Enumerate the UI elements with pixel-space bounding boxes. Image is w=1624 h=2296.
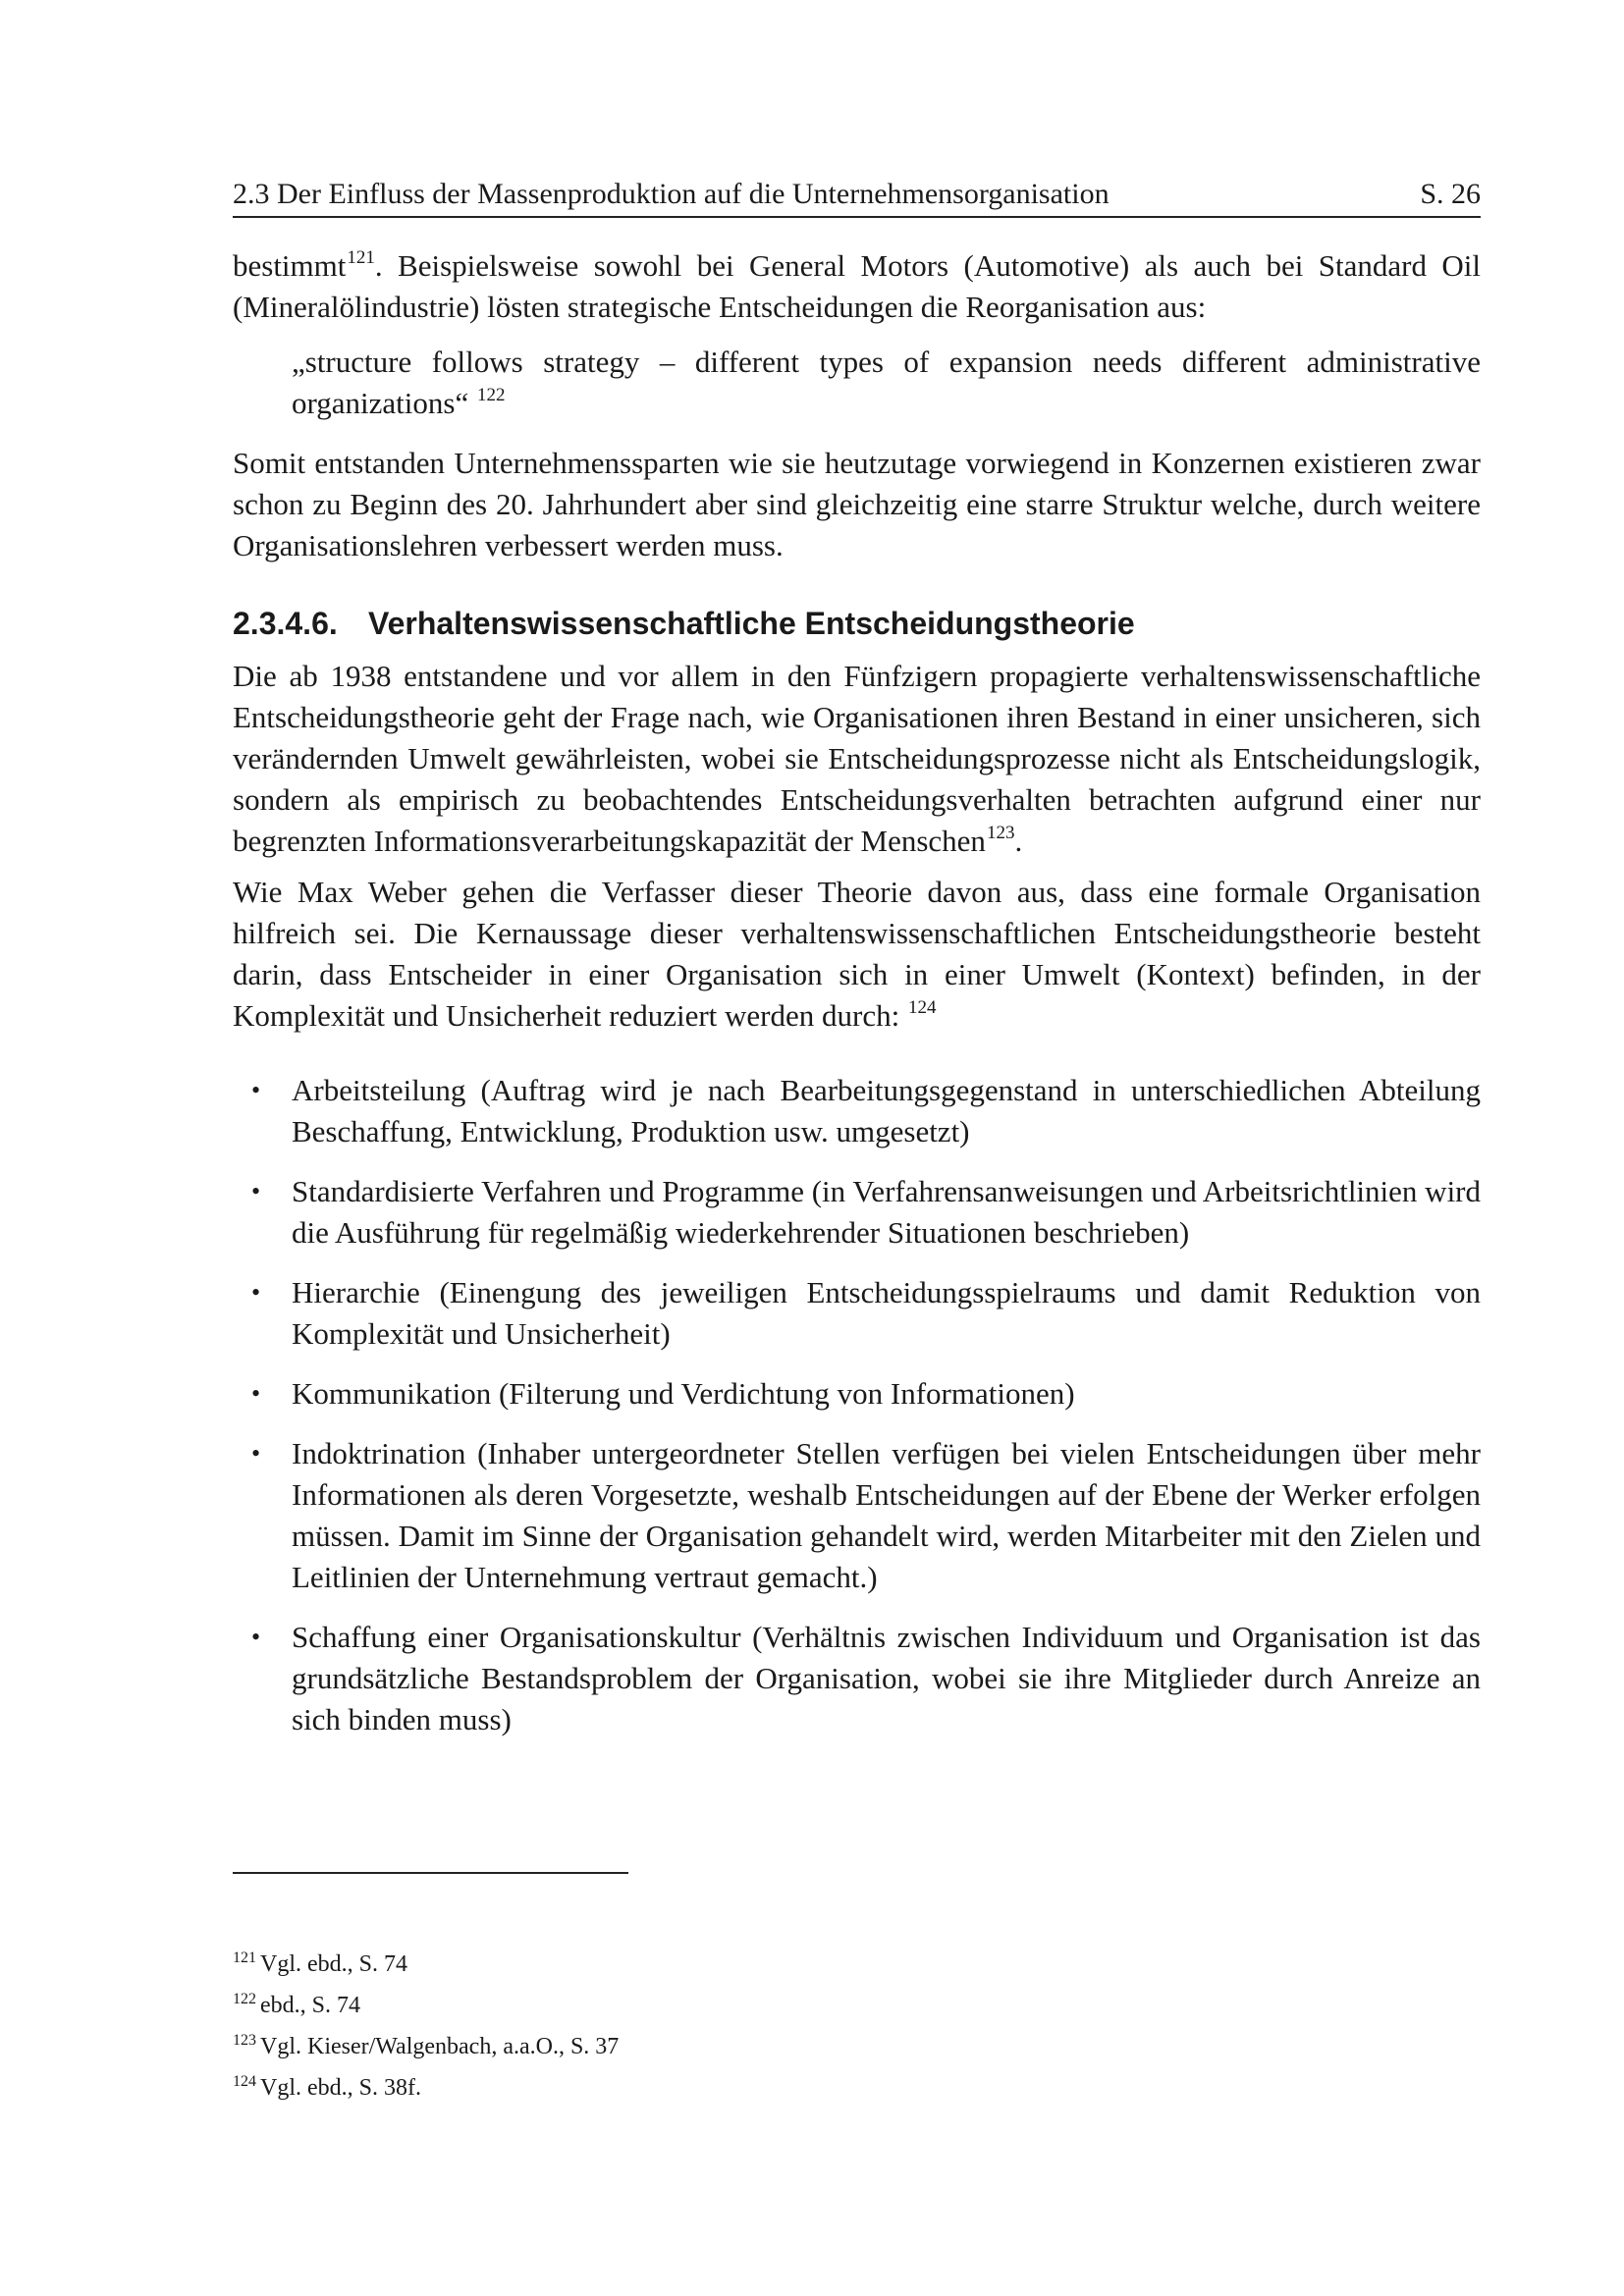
paragraph-unternehmenssparten: Somit entstanden Unternehmenssparten wie sie heutzutage vorwiegend in Konzernen existieren zwar schon zu Beginn des 20. Jahrhundert aber sind gleichzeitig eine starre Struktur welche, durch weitere Organisationslehren verbessert werden muss. — [233, 446, 1481, 562]
document-page — [233, 0, 1481, 2296]
list-item-text: Hierarchie (Einengung des jeweiligen Entscheidungsspielraums und damit Reduktion von Komplexität und Unsicherheit) — [292, 1275, 1481, 1351]
footnote-separator — [233, 1872, 628, 1874]
header-chapter-title: 2.3 Der Einfluss der Massenproduktion auf die Unternehmensorganisation — [233, 178, 1110, 210]
paragraph-max-weber — [233, 872, 1481, 1037]
footnote-text: Vgl. ebd., S. 38f. — [260, 2075, 421, 2101]
footnote-122 — [233, 1991, 1481, 2032]
bullet-icon: • — [251, 1623, 261, 1651]
paragraph-3-text: Wie Max Weber gehen die Verfasser dieser Theorie davon aus, dass eine formale Organisation hilfreich sei. Die Kernaussage dieser verhaltenswissenschaftlichen Entscheidungstheorie besteht darin, dass Entscheider in einer Organisation sich in einer Umwelt (Kontext) befinden, in der Komplexität und Unsicherheit reduziert werden durch: — [233, 875, 1481, 1033]
footnote-text: Vgl. ebd., S. 74 — [260, 1951, 407, 1977]
bullet-list — [233, 1070, 1481, 1759]
paragraph-entscheidungstheorie — [233, 656, 1481, 862]
header-page-number: S. 26 — [1420, 178, 1481, 210]
bullet-icon: • — [251, 1439, 261, 1468]
intro-paragraph — [233, 245, 1481, 328]
intro-text-start: bestimmt — [233, 248, 347, 283]
footnote-121 — [233, 1949, 1481, 1991]
running-header — [233, 173, 1481, 218]
paragraph-2-end: . — [1014, 824, 1023, 858]
list-item — [233, 1617, 1481, 1740]
footnote-ref-123[interactable]: 123 — [986, 823, 1015, 843]
intro-text-end: . Beispielsweise sowohl bei General Motors (Automotive) als auch bei Standard Oil (Mineralölindustrie) lösten strategische Entscheidungen die Reorganisation aus: — [233, 248, 1481, 324]
footnote-number: 123 — [233, 2032, 256, 2049]
bullet-icon: • — [251, 1379, 261, 1408]
block-quote — [292, 342, 1481, 424]
list-item — [233, 1070, 1481, 1152]
footnote-text: Vgl. Kieser/Walgenbach, a.a.O., S. 37 — [260, 2034, 620, 2059]
bullet-icon: • — [251, 1278, 261, 1307]
section-number: 2.3.4.6. — [233, 606, 338, 641]
bullet-icon: • — [251, 1177, 261, 1205]
list-item-text: Schaffung einer Organisationskultur (Verhältnis zwischen Individuum und Organisation ist das grundsätzliche Bestandsproblem der Organisation, wobei sie ihre Mitglieder durch Anreize an sich binden muss) — [292, 1620, 1481, 1736]
list-item — [233, 1433, 1481, 1598]
footnote-number: 121 — [233, 1949, 256, 1966]
footnote-124 — [233, 2073, 1481, 2114]
list-item-text: Kommunikation (Filterung und Verdichtung von Informationen) — [292, 1376, 1075, 1411]
footnotes — [233, 1949, 1481, 2114]
list-item-text: Indoktrination (Inhaber untergeordneter Stellen verfügen bei vielen Entscheidungen über mehr Informationen als deren Vorgesetzte, weshalb Entscheidungen auf der Ebene der Werker erfolgen müssen. Damit im Sinne der Organisation gehandelt wird, werden Mitarbeiter mit den Zielen und Leitlinien der Unternehmung vertraut gemacht.) — [292, 1436, 1481, 1594]
footnote-123 — [233, 2032, 1481, 2073]
section-heading — [233, 603, 1481, 644]
footnote-ref-124[interactable]: 124 — [907, 997, 937, 1018]
list-item-text: Standardisierte Verfahren und Programme (in Verfahrensanweisungen und Arbeitsrichtlinien wird die Ausführung für regelmäßig wiederkehrender Situationen beschrieben) — [292, 1174, 1481, 1250]
footnote-ref-122[interactable]: 122 — [476, 385, 506, 405]
list-item — [233, 1272, 1481, 1355]
list-item — [233, 1373, 1481, 1415]
quote-text: „structure follows strategy – different types of expansion needs different administrative organizations“ — [292, 345, 1481, 420]
list-item-text: Arbeitsteilung (Auftrag wird je nach Bearbeitungsgegenstand in unterschiedlichen Abteilung Beschaffung, Entwicklung, Produktion usw. umgesetzt) — [292, 1073, 1481, 1148]
footnote-number: 122 — [233, 1991, 256, 2007]
footnote-text: ebd., S. 74 — [260, 1993, 360, 2018]
footnote-ref-121[interactable]: 121 — [347, 247, 375, 268]
list-item — [233, 1171, 1481, 1254]
section-title: Verhaltenswissenschaftliche Entscheidungstheorie — [368, 606, 1135, 641]
footnote-number: 124 — [233, 2073, 256, 2090]
bullet-icon: • — [251, 1076, 261, 1104]
paragraph-2-text: Die ab 1938 entstandene und vor allem in den Fünfzigern propagierte verhaltenswissenschaftliche Entscheidungstheorie geht der Frage nach, wie Organisationen ihren Bestand in einer unsicheren, sich verändernden Umwelt gewährleisten, wobei sie Entscheidungsprozesse nicht als Entscheidungslogik, sondern als empirisch zu beobachtendes Entscheidungsverhalten betrachten aufgrund einer nur begrenzten Informationsverarbeitungskapazität der Menschen — [233, 659, 1481, 858]
